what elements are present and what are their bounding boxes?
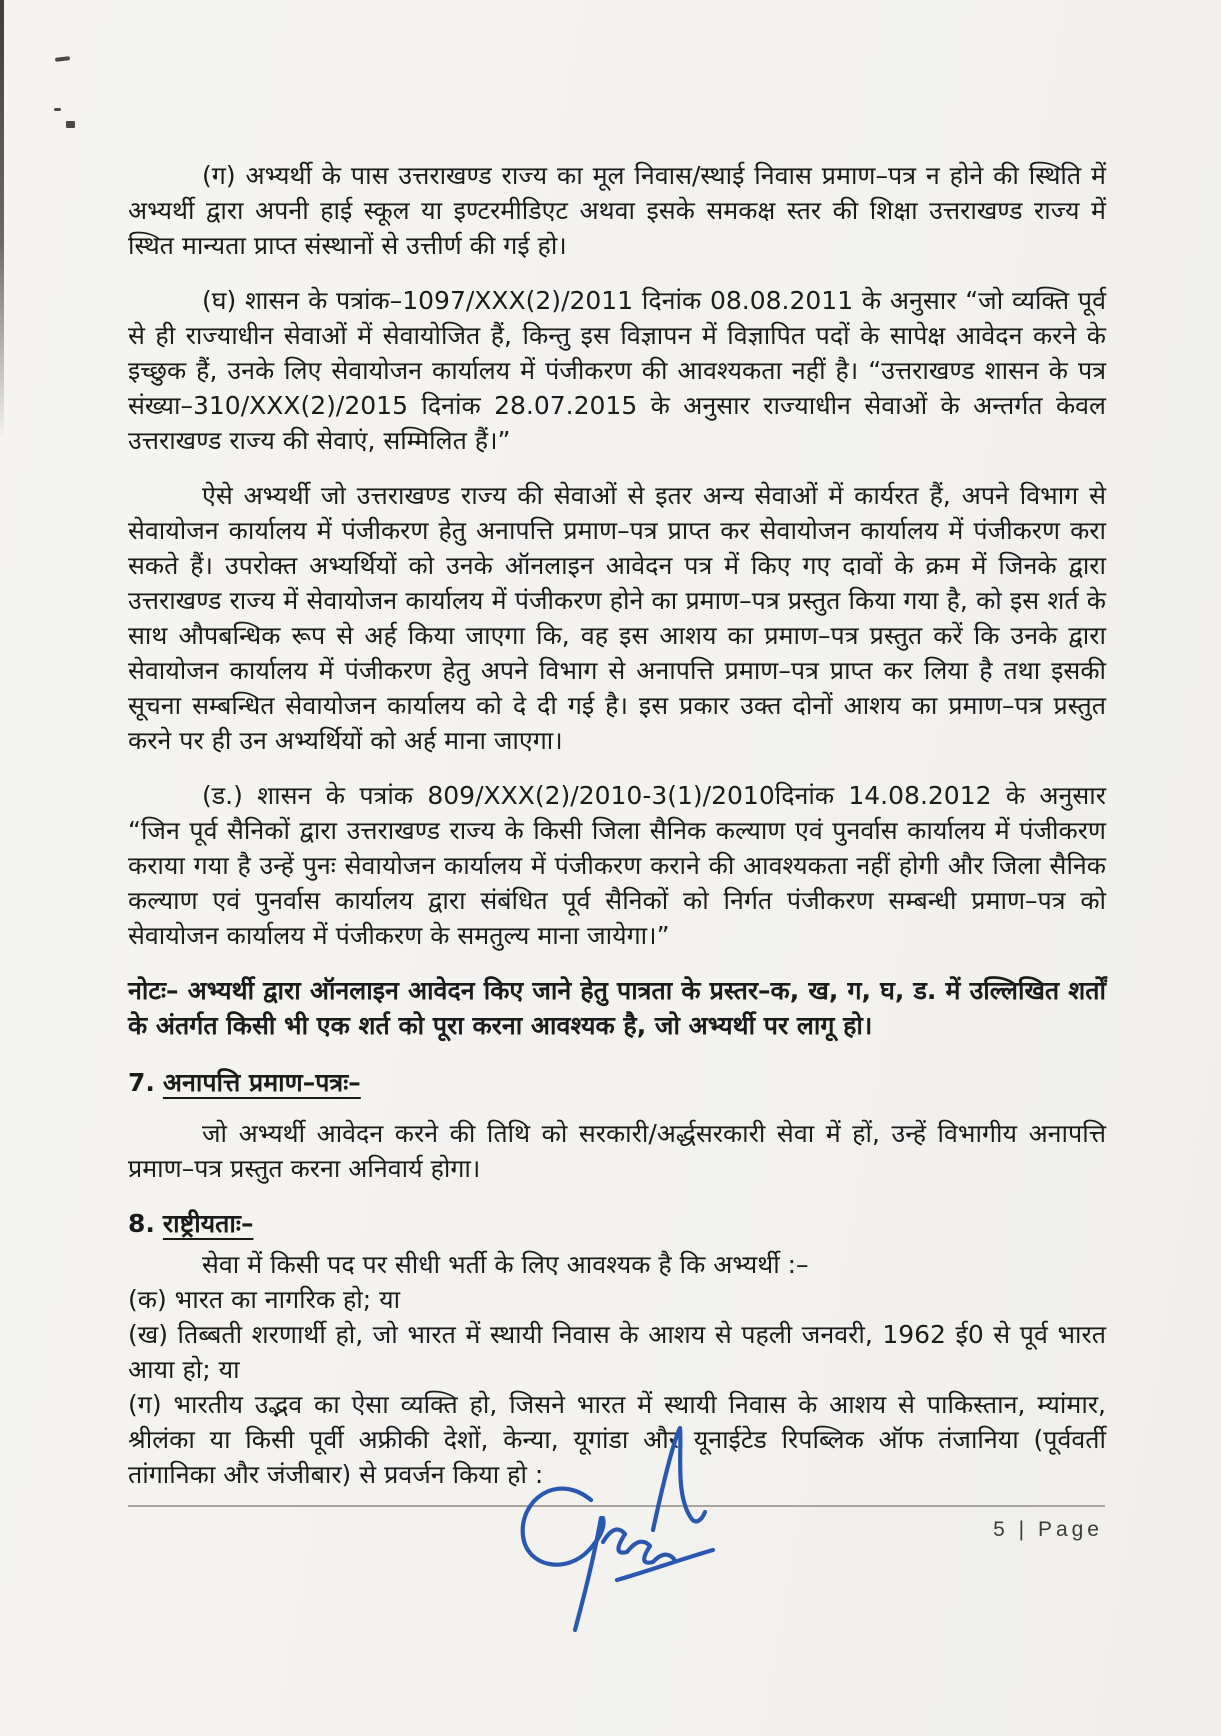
scan-speck-artifact (54, 108, 61, 111)
document-content (128, 158, 1106, 1492)
section-7-heading (128, 1065, 1106, 1100)
nationality-item-ga: (ग) भारतीय उद्भव का ऐसा व्यक्ति हो, जिसने भारत में स्थायी निवास के आशय से पाकिस्तान, म्यांमार, श्रीलंका या किसी पूर्वी अफ्रीकी देशों, केन्या, यूगांडा और यूनाईटेड रिपब्लिक ऑफ तंजानिया (पूर्ववर्ती तांगानिका और जंजीबार) से प्रवर्जन किया हो : (128, 1390, 1106, 1489)
scan-speck-artifact (66, 121, 75, 128)
note-paragraph: नोटः– अभ्यर्थी द्वारा ऑनलाइन आवेदन किए जाने हेतु पात्रता के प्रस्तर–क, ख, ग, घ, ड. में उल्लिखित शर्तों के अंतर्गत किसी भी एक शर्त को पूरा करना आवश्यक है, जो अभ्यर्थी पर लागू हो। (128, 976, 1106, 1040)
paragraph-other-services: ऐसे अभ्यर्थी जो उत्तराखण्ड राज्य की सेवाओं से इतर अन्य सेवाओं में कार्यरत हैं, अपने विभाग से सेवायोजन कार्यालय में पंजीकरण हेतु अनापत्ति प्रमाण–पत्र प्राप्त कर सेवायोजन कार्यालय में पंजीकरण करा सकते हैं। उपरोक्त अभ्यर्थियों को उनके ऑनलाइन आवेदन पत्र में किए गए दावों के क्रम में जिनके द्वारा उत्तराखण्ड राज्य में सेवायोजन कार्यालय में पंजीकरण होने का प्रमाण–पत्र प्रस्तुत किया गया है, को इस शर्त के साथ औपबन्धिक रूप से अर्ह किया जाएगा कि, वह इस आशय का प्रमाण–पत्र प्रस्तुत करें कि उनके द्वारा सेवायोजन कार्यालय में पंजीकरण हेतु अपने विभाग से अनापत्ति प्रमाण–पत्र प्राप्त कर लिया है तथा इसकी सूचना सम्बन्धित सेवायोजन कार्यालय को दे दी गई है। इस प्रकार उक्त दोनों आशय का प्रमाण–पत्र प्रस्तुत करने पर ही उन अभ्यर्थियों को अर्ह माना जाएगा। (128, 481, 1106, 755)
signature-ink (505, 1422, 740, 1632)
section-8-number: 8. (128, 1209, 155, 1238)
page-number: 5 | Page (993, 1518, 1103, 1541)
scan-edge-artifact (0, 0, 4, 440)
section-7-number: 7. (128, 1068, 155, 1097)
section-8-heading (128, 1206, 1106, 1241)
nationality-item-ka: (क) भारत का नागरिक हो; या (128, 1285, 401, 1314)
scan-speck-artifact (55, 56, 70, 62)
section-7-title: अनापत्ति प्रमाण–पत्रः– (162, 1068, 361, 1097)
paragraph-gha: (घ) शासन के पत्रांक–1097/XXX(2)/2011 दिनांक 08.08.2011 के अनुसार “जो व्यक्ति पूर्व से ही राज्याधीन सेवाओं में सेवायोजित हैं, किन्तु इस विज्ञापन में विज्ञापित पदों के सापेक्ष आवेदन करने के इच्छुक हैं, उनके लिए सेवायोजन कार्यालय में पंजीकरण की आवश्यकता नहीं है। “उत्तराखण्ड शासन के पत्र संख्या–310/XXX(2)/2015 दिनांक 28.07.2015 के अनुसार राज्याधीन सेवाओं के अन्तर्गत केवल उत्तराखण्ड राज्य की सेवाएं, सम्मिलित हैं।” (128, 286, 1106, 455)
section-8-title: राष्ट्रीयताः– (162, 1209, 254, 1238)
section-8-intro: सेवा में किसी पद पर सीधी भर्ती के लिए आवश्यक है कि अभ्यर्थी :– (202, 1250, 809, 1279)
paragraph-ga: (ग) अभ्यर्थी के पास उत्तराखण्ड राज्य का मूल निवास/स्थाई निवास प्रमाण–पत्र न होने की स्थिति में अभ्यर्थी द्वारा अपनी हाई स्कूल या इण्टरमीडिएट अथवा इसके समकक्ष स्तर की शिक्षा उत्तराखण्ड राज्य में स्थित मान्यता प्राप्त संस्थानों से उत्तीर्ण की गई हो। (128, 161, 1106, 260)
section-7-body: जो अभ्यर्थी आवेदन करने की तिथि को सरकारी/अर्द्धसरकारी सेवा में हों, उन्हें विभागीय अनापत्ति प्रमाण–पत्र प्रस्तुत करना अनिवार्य होगा। (128, 1119, 1106, 1183)
paragraph-da: (ड.) शासन के पत्रांक 809/XXX(2)/2010-3(1)/2010दिनांक 14.08.2012 के अनुसार “जिन पूर्व सैनिकों द्वारा उत्तराखण्ड राज्य के किसी जिला सैनिक कल्याण एवं पुनर्वास कार्यालय में पंजीकरण कराया गया है उन्हें पुनः सेवायोजन कार्यालय में पंजीकरण कराने की आवश्यकता नहीं होगी और जिला सैनिक कल्याण एवं पुनर्वास कार्यालय द्वारा संबंधित पूर्व सैनिकों को निर्गत पंजीकरण सम्बन्धी प्रमाण–पत्र को सेवायोजन कार्यालय में पंजीकरण के समतुल्य माना जायेगा।” (128, 781, 1106, 950)
nationality-item-kha: (ख) तिब्बती शरणार्थी हो, जो भारत में स्थायी निवास के आशय से पहली जनवरी, 1962 ई0 से पूर्व भारत आया हो; या (128, 1320, 1106, 1384)
